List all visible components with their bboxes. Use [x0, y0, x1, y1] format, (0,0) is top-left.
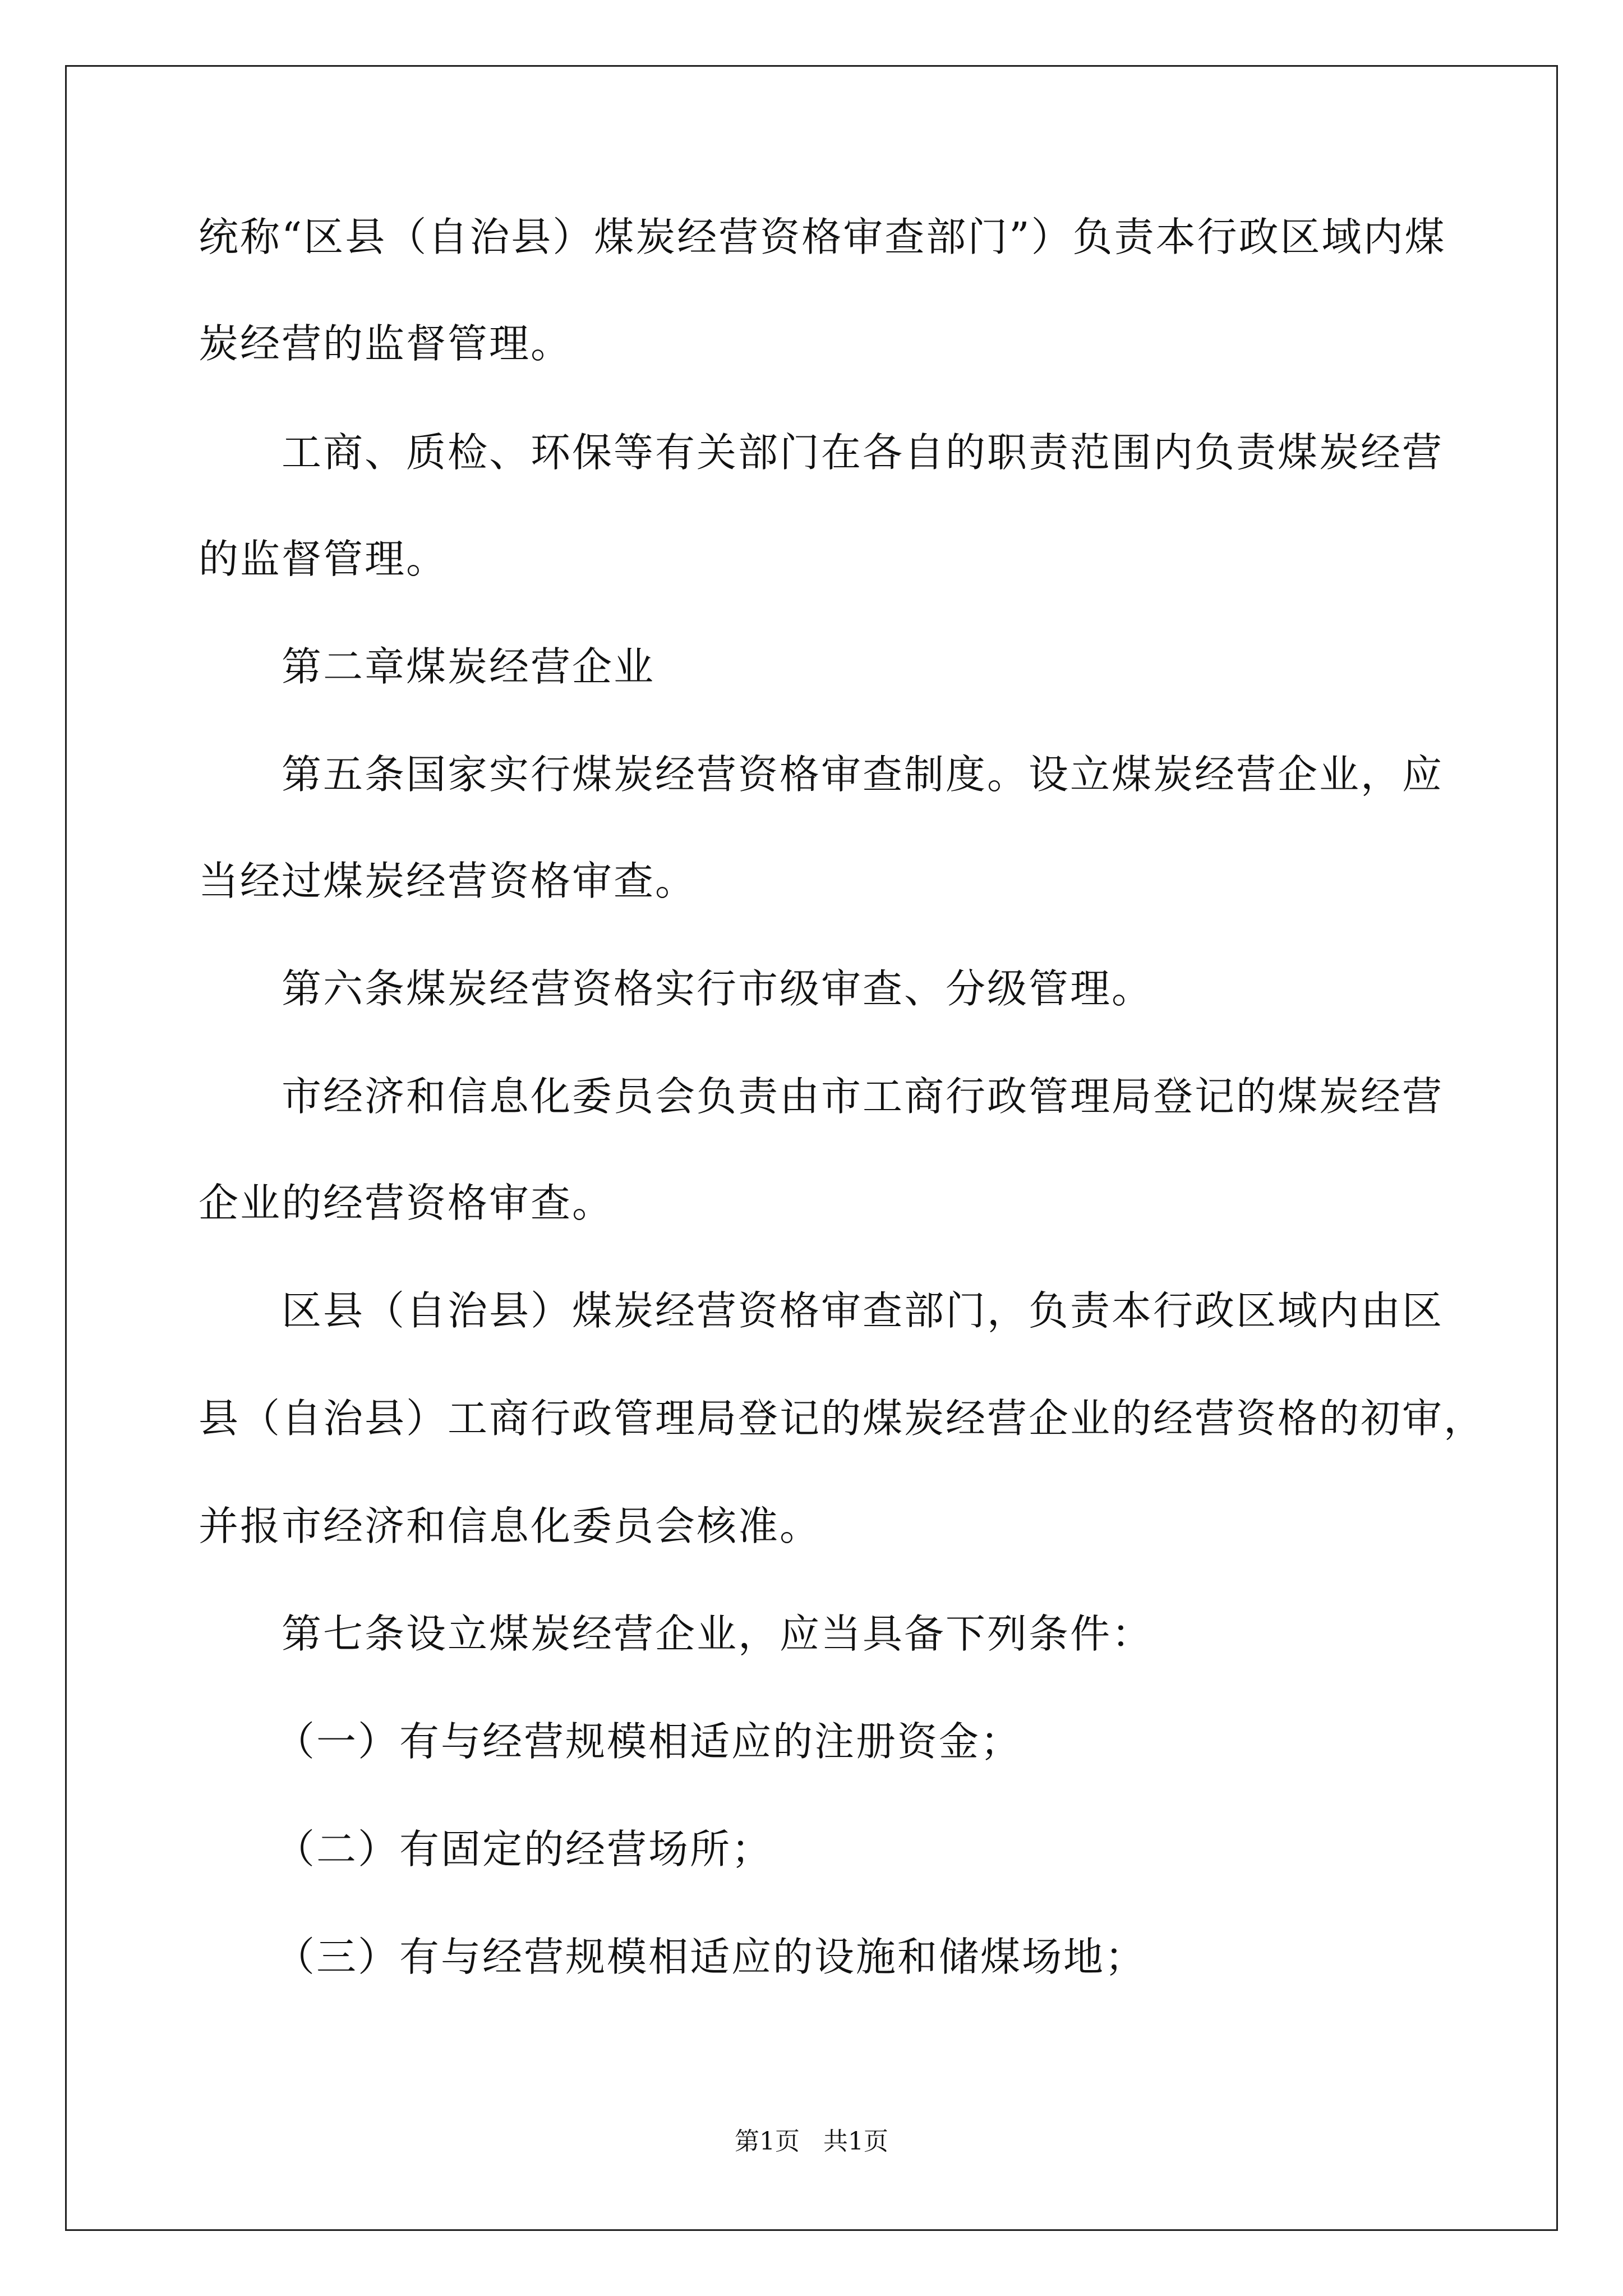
- page-number-footer: 第1页 共1页: [735, 2127, 888, 2156]
- paragraph-line: 工商、质检、环保等有关部门在各自的职责范围内负责煤炭经营: [282, 429, 1444, 476]
- paragraph-line: 第五条国家实行煤炭经营资格审查制度。设立煤炭经营企业，应: [282, 751, 1444, 798]
- paragraph-line: 当经过煤炭经营资格审查。: [199, 858, 697, 904]
- paragraph-line: 炭经营的监督管理。: [199, 320, 573, 367]
- paragraph-line: 市经济和信息化委员会负责由市工商行政管理局登记的煤炭经营: [282, 1073, 1444, 1120]
- paragraph-line: 的监督管理。: [199, 536, 448, 582]
- paragraph-line: 并报市经济和信息化委员会核准。: [199, 1503, 822, 1549]
- list-item: （二）有固定的经营场所；: [275, 1826, 773, 1872]
- paragraph-line: 区县（自治县）煤炭经营资格审查部门，负责本行政区域内由区: [282, 1287, 1444, 1334]
- page-border: [65, 65, 1558, 2231]
- list-item: （一）有与经营规模相适应的注册资金；: [275, 1718, 1022, 1765]
- paragraph-line: 第七条设立煤炭经营企业，应当具备下列条件：: [282, 1611, 1154, 1657]
- paragraph-line: 第六条煤炭经营资格实行市级审查、分级管理。: [282, 965, 1154, 1012]
- list-item: （三）有与经营规模相适应的设施和储煤场地；: [275, 1934, 1147, 1980]
- paragraph-line: 企业的经营资格审查。: [199, 1180, 614, 1226]
- chapter-heading: 第二章煤炭经营企业: [282, 643, 656, 690]
- paragraph-line: 县（自治县）工商行政管理局登记的煤炭经营企业的经营资格的初审，: [199, 1395, 1486, 1442]
- paragraph-line: 统称“区县（自治县）煤炭经营资格审查部门”）负责本行政区域内煤: [199, 214, 1446, 260]
